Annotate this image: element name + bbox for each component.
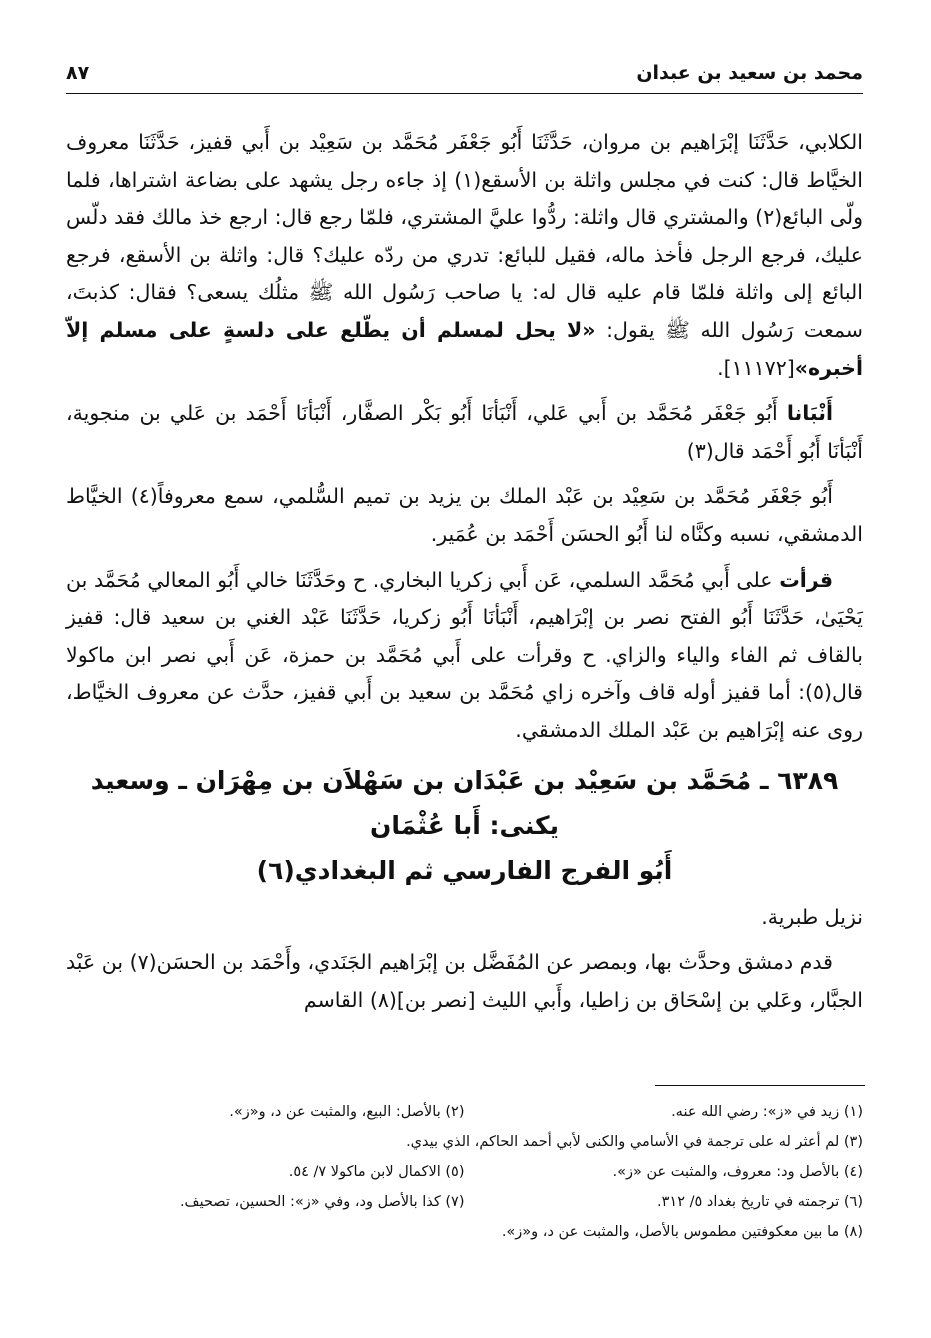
footnote-rule bbox=[655, 1085, 865, 1086]
paragraph-3 bbox=[66, 478, 863, 553]
footnote-3: (٣) لم أعثر له على ترجمة في الأسامي والكنى لأبي أحمد الحاكم، الذي بيدي. bbox=[406, 1134, 863, 1150]
paragraph-2-lead: أَنْبَانا bbox=[786, 401, 833, 426]
footnote-5: (٥) الاكمال لابن ماكولا ٧/ ٥٤. bbox=[288, 1164, 465, 1180]
footnote-7: (٧) كذا بالأصل ود، وفي «ز»: الحسين، تصحيف. bbox=[179, 1194, 465, 1210]
paragraph-3-text: أَبُو جَعْفَر مُحَمَّد بن سَعِيْد بن عَبْد الملك بن يزيد بن تميم السُّلمي، سمع معروفاً(٤) الخيَّاط الدمشقي، نسبه وكنَّاه لنا أَبُو الحسَن أَحْمَد بن عُمَير. bbox=[66, 484, 863, 546]
footnote-row bbox=[66, 1097, 863, 1127]
paragraph-6 bbox=[66, 944, 863, 1019]
hadith-text: «لا يحل لمسلم أن يطّلع على دلسةٍ على مسلم إلاّ أخبره» bbox=[66, 317, 863, 380]
footnotes bbox=[66, 1097, 863, 1247]
footnote-4: (٤) بالأصل ود: معروف، والمثبت عن «ز». bbox=[612, 1164, 863, 1180]
paragraph-4-lead: قرأت bbox=[779, 567, 833, 592]
paragraph-2 bbox=[66, 395, 863, 470]
paragraph-5 bbox=[66, 899, 863, 937]
paragraph-1-text: الكلابي، حَدَّثَنَا إبْرَاهيم بن مروان، حَدَّثَنَا أَبُو جَعْفَر مُحَمَّد بن سَعِيْد بن أَبي قفيز، حَدَّثَنَا معروف الخيَّاط قال: كنت في مجلس واثلة بن الأسقع(١) إذ جاءه رجل يشهد على بضاعة اشتراها، فلما ولّى البائع(٢) والمشتري قال واثلة: ردُّوا عليَّ المشتري، فلمّا رجع قال: ارجع خذ مالك فقد دلّس عليك، فرجع الرجل فأخذ ماله، فقيل للبائع: تدري من ردّه عليك؟ قال: واثلة بن الأسقع، فرجع البائع إلى واثلة فلمّا قام عليه قال له: يا صاحب رَسُول الله ﷺ مثلُك يسعى؟ فقال: كذبتَ، سمعت رَسُول الله ﷺ يقول: bbox=[66, 130, 863, 342]
footnote-row bbox=[66, 1187, 863, 1217]
entry-heading-line-2: أَبُو الفرج الفارسي ثم البغدادي(٦) bbox=[256, 855, 673, 885]
paragraph-4 bbox=[66, 562, 863, 750]
footnote-2: (٢) بالأصل: البيع، والمثبت عن د، و«ز». bbox=[229, 1104, 465, 1120]
page-header bbox=[66, 58, 863, 94]
paragraph-2-text: أَبُو جَعْفَر مُحَمَّد بن أَبي عَلي، أَنْبَأنَا أَبُو بَكْر الصفَّار، أَنْبَأنَا أَحْمَد بن عَلي بن منجوية، أَنْبَأنَا أَبُو أَحْمَد قال(٣) bbox=[66, 401, 863, 463]
header-rule bbox=[66, 93, 863, 94]
paragraph-4-text: على أَبي مُحَمَّد السلمي، عَن أَبي زكريا البخاري. ح وحَدَّثَنَا خالي أَبُو المعالي مُحَمَّد بن يَحْيَىٰ، حَدَّثَنَا أَبُو الفتح نصر بن إبْرَاهيم، أَنْبَأنَا أَبُو زكريا، حَدَّثَنَا عَبْد الغني بن سعيد قال: قفيز بالقاف ثم الفاء والياء والزاي. ح وقرأت على أَبي مُحَمَّد بن حمزة، عَن أَبي نصر ابن ماكولا قال(٥): أما قفيز أوله قاف وآخره زاي مُحَمَّد بن سعيد بن أَبي قفيز، حدَّث عن معروف الخيَّاط، روى عنه إبْرَاهيم بن عَبْد الملك الدمشقي. bbox=[66, 567, 863, 742]
main-text bbox=[66, 124, 863, 1023]
entry-heading-line-1: ٦٣٨٩ ـ مُحَمَّد بن سَعِيْد بن عَبْدَان بن سَهْلاَن بن مِهْرَان ـ وسعيد يكنى: أَبا عُثْمَان bbox=[90, 765, 839, 840]
paragraph-5-text: نزيل طبرية. bbox=[761, 904, 863, 929]
paragraph-1 bbox=[66, 124, 863, 387]
running-title: محمد بن سعيد بن عبدان bbox=[636, 62, 863, 84]
paragraph-6-text: قدم دمشق وحدَّث بها، وبمصر عن المُفَضَّل بن إبْرَاهيم الجَنَدي، وأَحْمَد بن الحسَن(٧) بن عَبْد الجبَّار، وعَلي بن إسْحَاق بن زاطيا، وأَبي الليث [نصر بن](٨) القاسم bbox=[66, 950, 863, 1012]
footnote-6: (٦) ترجمته في تاريخ بغداد ٥/ ٣١٢. bbox=[657, 1194, 863, 1210]
footnote-1: (١) زيد في «ز»: رضي الله عنه. bbox=[671, 1104, 863, 1120]
entry-heading bbox=[66, 758, 863, 893]
hadith-reference: [١١١٧٢]. bbox=[717, 355, 795, 380]
footnote-row bbox=[66, 1157, 863, 1187]
footnote-8: (٨) ما بين معكوفتين مطموس بالأصل، والمثبت عن د، و«ز». bbox=[501, 1224, 863, 1240]
page-number: ٨٧ bbox=[66, 62, 90, 84]
